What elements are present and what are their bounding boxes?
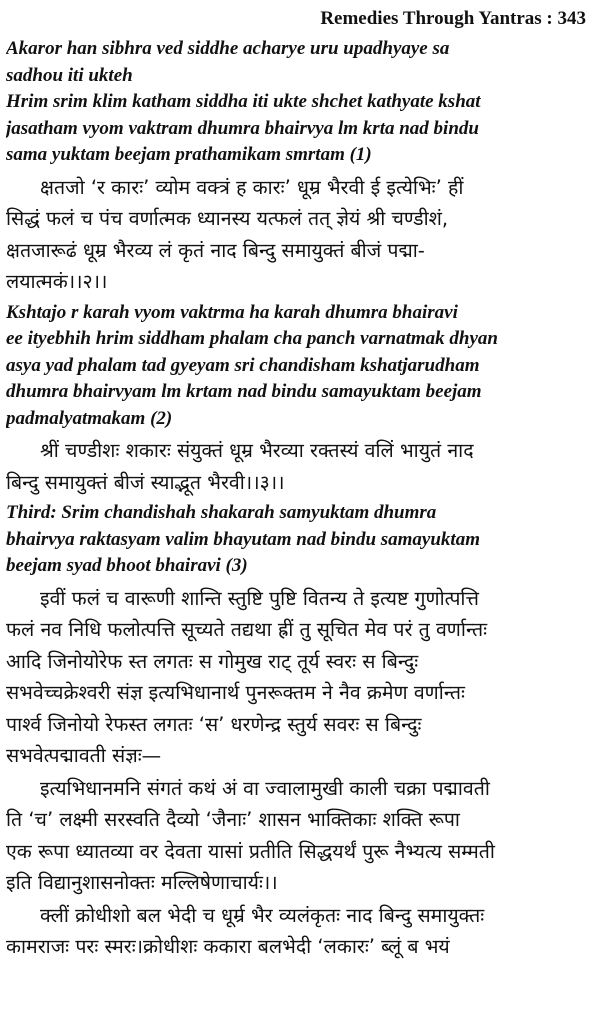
- sanskrit-paragraph: [6, 172, 594, 298]
- text-line: सिद्धं फलं च पंच वर्णात्मक ध्यानस्य यत्फलं तत् ज्ञेयं श्री चण्डीशं,: [6, 207, 449, 230]
- text-line: jasatham vyom vaktram dhumra bhairvya lm krta nad bindu: [6, 117, 479, 139]
- text-line: बिन्दु समायुक्तं बीजं स्याद्भूत भैरवी।।३।।: [6, 470, 285, 494]
- transliteration-paragraph: [6, 500, 594, 580]
- text-line: क्षतजारूढं धूम्र भैरव्य लं कृतं नाद बिन्दु समायुक्तं बीजं पद्मा-: [6, 238, 425, 262]
- text-line: dhumra bhairvyam lm krtam nad bindu samayuktam beejam: [6, 381, 482, 402]
- transliteration-paragraph: [6, 300, 594, 433]
- text-line: ee ityebhih hrim siddham phalam cha panch varnatmak dhyan: [6, 328, 498, 349]
- text-line: पार्श्व जिनोयो रेफस्त लगतः ‘स’ धरणेन्द्र स्तुर्य सवरः स बिन्दुः: [6, 712, 422, 736]
- sanskrit-paragraph: [6, 435, 594, 498]
- body-text: [6, 36, 594, 963]
- text-line: इत्यभिधानमनि संगतं कथं अं वा ज्वालामुखी काली चक्रा पद्मावती: [40, 776, 490, 800]
- text-line: bhairvya raktasyam valim bhayutam nad bindu samayuktam: [6, 528, 480, 550]
- text-line: Akaror han sibhra ved siddhe acharye uru upadhyaye sa: [6, 38, 450, 59]
- text-line: Kshtajo r karah vyom vaktrma ha karah dhumra bhairavi: [6, 301, 458, 323]
- running-head: Remedies Through Yantras : 343: [320, 8, 586, 29]
- text-line: सभवेत्पद्मावती संज्ञः—: [6, 744, 162, 767]
- text-line: asya yad phalam tad gyeyam sri chandisham kshatjarudham: [6, 354, 480, 376]
- sanskrit-paragraph: [6, 773, 594, 899]
- text-line: आदि जिनोयोरेफ स्त लगतः स गोमुख राट् तूर्य स्वरः स बिन्दुः: [6, 649, 419, 673]
- transliteration-paragraph: [6, 36, 594, 169]
- text-line: श्रीं चण्डीशः शकारः संयुक्तं धूम्र भैरव्या रक्तस्यं वलिं भायुतं नाद: [40, 439, 474, 462]
- text-line: एक रूपा ध्यातव्या वर देवता यासां प्रतीति सिद्धयर्थं पुरू नैभ्यत्य सम्मती: [6, 839, 495, 863]
- text-line: इवीं फलं च वारूणी शान्ति स्तुष्टि पुष्टि वितन्य ते इत्यष्ट गुणोत्पत्ति: [40, 586, 479, 610]
- text-line: इति विद्यानुशासनोक्तः मल्लिषेणाचार्यः।।: [6, 871, 278, 894]
- text-line: कामराजः परः स्मरः।क्रोधीशः ककारा बलभेदी ‘लकारः’ ब्लूं ब भयं: [6, 935, 450, 958]
- text-line: Third: Srim chandishah shakarah samyuktam dhumra: [6, 502, 437, 523]
- text-line: क्षतजो ‘र कारः’ व्योम वक्त्रं ह कारः’ धूम्र भैरवी ई इत्येभिः’ हीं: [40, 175, 464, 199]
- text-line: Hrim srim klim katham siddha iti ukte shchet kathyate kshat: [6, 91, 481, 112]
- text-line: padmalyatmakam (2): [6, 407, 173, 429]
- sanskrit-paragraph: [6, 900, 594, 963]
- text-line: sadhou iti ukteh: [6, 64, 133, 86]
- text-line: लयात्मकं।।२।।: [6, 270, 108, 293]
- text-line: फलं नव निधि फलोत्पत्ति सूच्यते तद्यथा ह्रीं तु सूचित मेव परं तु वर्णान्तः: [6, 618, 488, 641]
- text-line: क्लीं क्रोधीशो बल भेदी च धूर्म्र भैर व्यलंकृतः नाद बिन्दु समायुक्तः: [40, 903, 485, 927]
- text-line: beejam syad bhoot bhairavi (3): [6, 555, 248, 576]
- text-line: sama yuktam beejam prathamikam smrtam (1): [6, 144, 372, 165]
- sanskrit-paragraph: [6, 583, 594, 772]
- text-line: सभवेच्चक्रेश्वरी संज्ञ इत्यभिधानार्थ पुनरूक्तम ने नैव क्रमेण वर्णान्तः: [6, 681, 465, 704]
- text-line: ति ‘च’ लक्ष्मी सरस्वति दैव्यो ‘जैनाः’ शासन भाक्तिकाः शक्ति रूपा: [6, 808, 460, 831]
